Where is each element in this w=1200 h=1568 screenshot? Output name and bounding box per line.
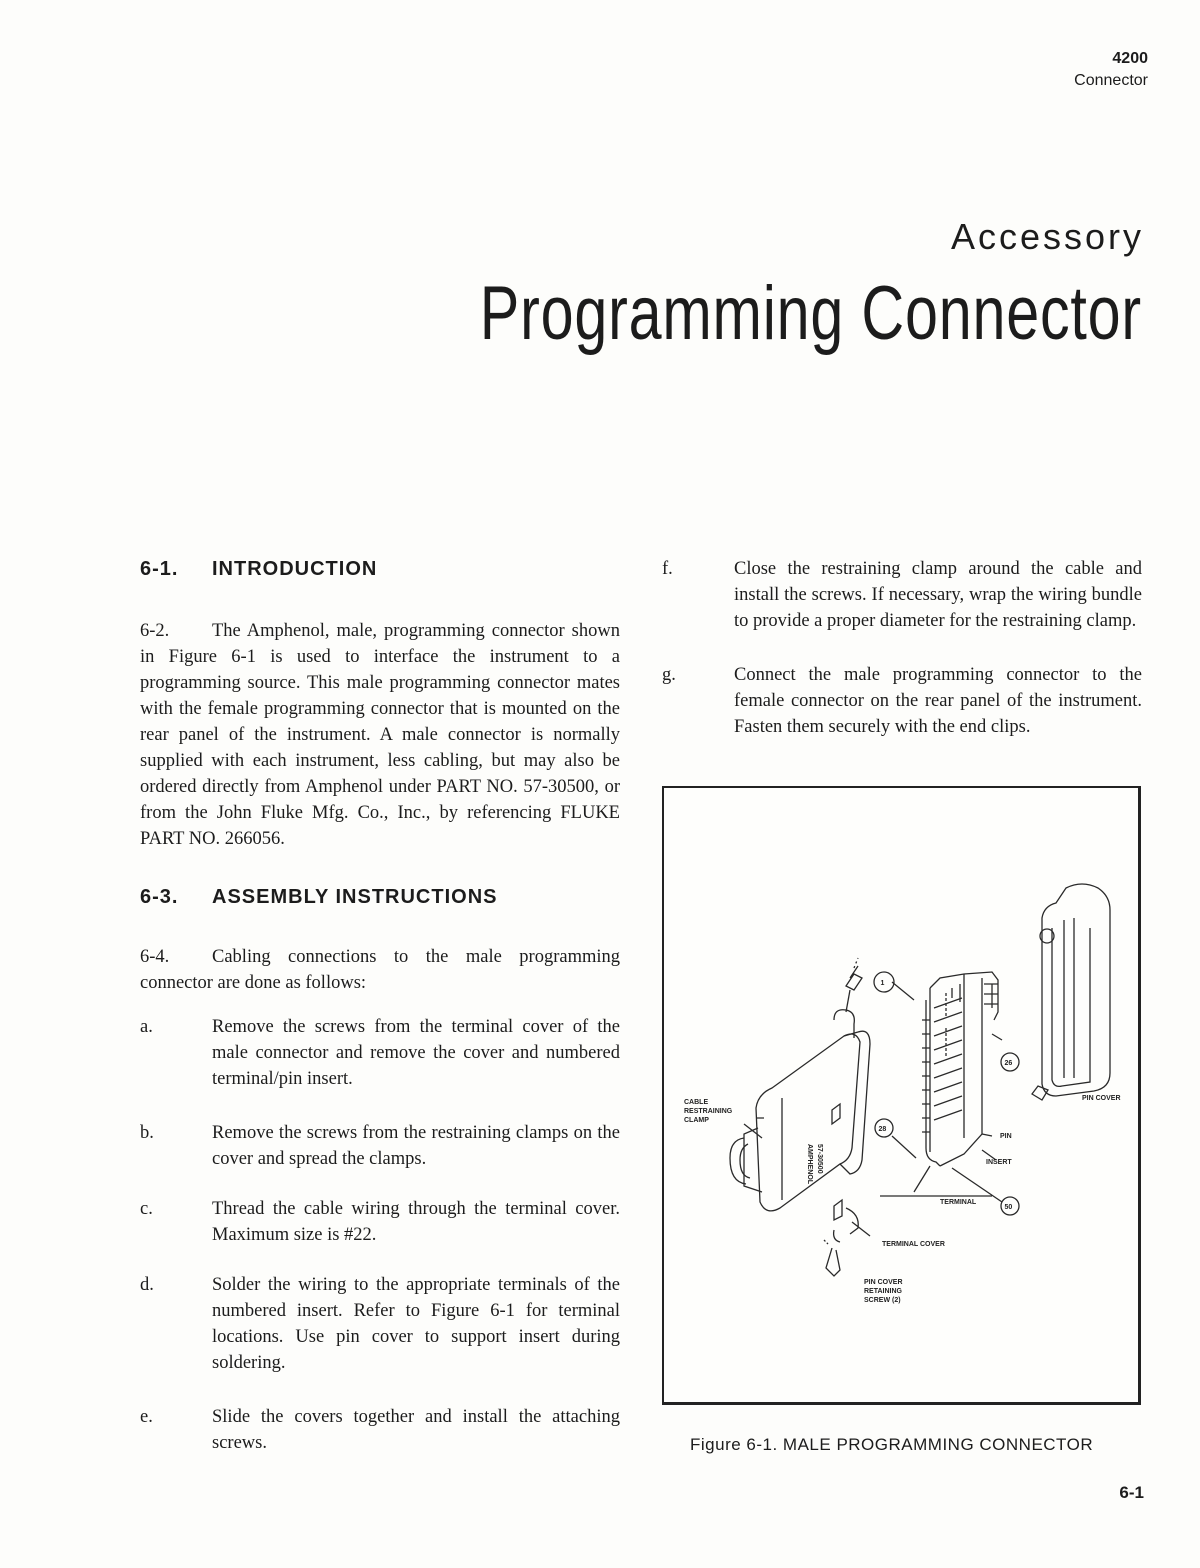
section-number: 6-1.	[140, 558, 179, 580]
paragraph-number: 6-4.	[140, 947, 170, 967]
step-label: g.	[662, 665, 676, 685]
section-heading-assembly	[140, 884, 620, 914]
step-g	[662, 662, 1142, 740]
header-section-name: Connector	[1074, 72, 1148, 89]
step-text: Slide the covers together and install the attaching screws.	[212, 1407, 620, 1453]
pin-28-number: 28	[878, 1126, 887, 1133]
step-label: f.	[662, 559, 673, 579]
step-f	[662, 556, 1142, 634]
step-label: e.	[140, 1407, 153, 1427]
screw-label-line2: RETAINING	[864, 1288, 902, 1295]
step-a	[140, 1014, 620, 1092]
pin-cover-label: PIN COVER	[1082, 1095, 1121, 1102]
leader-lines	[744, 982, 1002, 1236]
header-model-number: 4200	[1112, 50, 1148, 67]
connector-diagram	[664, 788, 1138, 1402]
step-e	[140, 1404, 620, 1456]
terminal-cover-illustration	[730, 1010, 870, 1242]
cover-marking-line1: AMPHENOL	[806, 1144, 813, 1185]
paragraph-text: Cabling connections to the male programming connector are done as follows:	[140, 947, 620, 993]
cable-clamp-label-line2: RESTRAINING	[684, 1108, 733, 1115]
page-title: Programming Connector	[479, 271, 1142, 356]
section-title: INTRODUCTION	[212, 558, 378, 580]
pin-1-number: 1	[880, 980, 885, 987]
step-text: Remove the screws from the restraining clamps on the cover and spread the clamps.	[212, 1123, 620, 1169]
step-text: Thread the cable wiring through the terminal cover. Maximum size is #22.	[212, 1199, 620, 1245]
step-text: Remove the screws from the terminal cover of the male connector and remove the cover and numbered terminal/pin insert.	[212, 1017, 620, 1089]
step-c	[140, 1196, 620, 1248]
step-d	[140, 1272, 620, 1376]
terminal-cover-label: TERMINAL COVER	[882, 1241, 945, 1248]
paragraph-6-4	[140, 944, 620, 996]
section-title: ASSEMBLY INSTRUCTIONS	[212, 886, 498, 908]
insert-label: INSERT	[986, 1159, 1012, 1166]
section-heading-introduction	[140, 556, 620, 586]
step-label: a.	[140, 1017, 153, 1037]
screw-label-line1: PIN COVER	[864, 1279, 903, 1286]
step-text: Connect the male programming connector to the female connector on the rear panel of the instrument. Fasten them securely with the end clips.	[734, 665, 1142, 737]
bottom-screw-illustration	[824, 1240, 840, 1276]
step-label: d.	[140, 1275, 154, 1295]
cable-clamp-label-line1: CABLE	[684, 1099, 709, 1106]
step-label: c.	[140, 1199, 153, 1219]
pin-cover-illustration	[1032, 884, 1110, 1100]
paragraph-number: 6-2.	[140, 621, 170, 641]
top-screw-illustration	[846, 958, 862, 1012]
pin-50-number: 50	[1004, 1204, 1013, 1211]
step-text: Solder the wiring to the appropriate terminals of the numbered insert. Refer to Figure 6-1 for terminal locations. Use pin cover to support insert during soldering.	[212, 1275, 620, 1373]
step-label: b.	[140, 1123, 154, 1143]
figure-caption: Figure 6-1. MALE PROGRAMMING CONNECTOR	[690, 1435, 1094, 1454]
page-kicker: Accessory	[950, 216, 1144, 257]
left-column	[140, 556, 620, 1456]
screw-label-line3: SCREW (2)	[864, 1297, 901, 1304]
step-text: Close the restraining clamp around the cable and install the screws. If necessary, wrap the wiring bundle to provide a proper diameter for the restraining clamp.	[734, 559, 1142, 631]
paragraph-6-2	[140, 618, 620, 852]
figure-6-1-frame	[662, 786, 1141, 1405]
cable-clamp-label-line3: CLAMP	[684, 1117, 709, 1124]
pin-26-number: 26	[1004, 1060, 1013, 1067]
right-column	[662, 556, 1142, 740]
terminal-label: TERMINAL	[940, 1199, 977, 1206]
pin-label: PIN	[1000, 1133, 1012, 1140]
paragraph-text: The Amphenol, male, programming connector shown in Figure 6-1 is used to interface the instrument to a programming source. This male programming connector mates with the female programming connector that is mounted on the rear panel of the instrument. A male connector is normally supplied with each instrument, less cabling, but may also be ordered directly from Amphenol under PART NO. 57-30500, or from the John Fluke Mfg. Co., Inc., by referencing FLUKE PART NO. 266056.	[140, 621, 620, 849]
step-b	[140, 1120, 620, 1172]
page-number: 6-1	[1119, 1483, 1144, 1502]
section-number: 6-3.	[140, 886, 179, 908]
insert-illustration	[922, 972, 998, 1166]
cover-marking-line2: 57-30500	[816, 1144, 823, 1174]
